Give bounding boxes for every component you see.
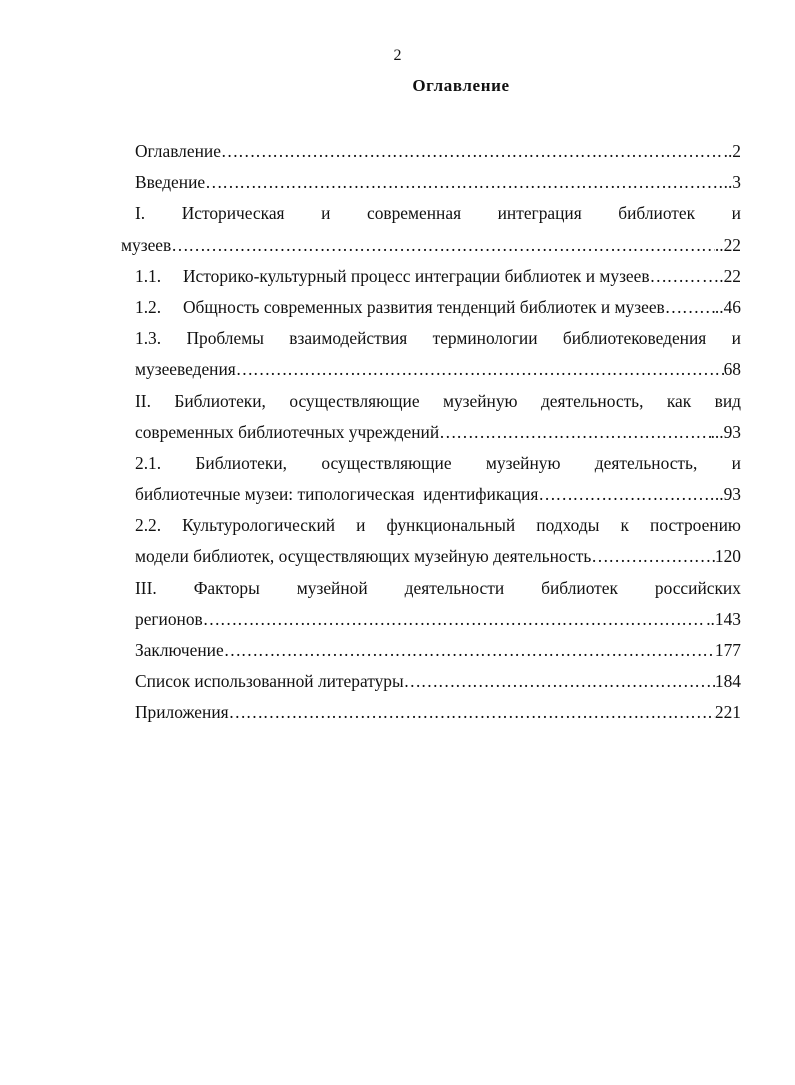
toc-entry-page: 177 [714, 640, 741, 660]
toc-entry-number: II. [135, 390, 151, 411]
toc-entry-section-1-1[interactable] [135, 261, 741, 292]
toc-entry-section-1-3[interactable] [135, 323, 741, 385]
toc-heading: Оглавление [412, 76, 510, 95]
toc-word: к [620, 515, 629, 536]
toc-entry-line [135, 417, 741, 448]
toc-entry-label: 1.2. Общность современных развития тенденций библиотек и музеев [135, 292, 665, 323]
toc-word: музейную [485, 452, 561, 473]
toc-entry-number: 1.3. [135, 328, 162, 349]
toc-word: интеграция [497, 203, 582, 224]
toc-entry-label: Введение [135, 172, 206, 193]
toc-entry-line [135, 354, 741, 385]
dot-leader [650, 261, 702, 292]
table-of-contents [121, 136, 741, 729]
toc-word: и [356, 515, 366, 536]
toc-entry-label: регионов [135, 608, 203, 629]
toc-entry-label: современных библиотечных учреждений [135, 421, 440, 442]
toc-entry-appendices[interactable] [135, 697, 741, 728]
toc-entry-line [135, 448, 741, 479]
toc-entry-chapter-2[interactable] [135, 386, 741, 448]
toc-entry-line [135, 386, 741, 417]
toc-entry-line [135, 198, 741, 229]
toc-entry-line [135, 604, 741, 635]
toc-word: взаимодействия [289, 328, 408, 349]
toc-entry-chapter-3[interactable] [135, 573, 741, 635]
toc-entry-number: I. [135, 203, 146, 224]
toc-word: музейную [442, 390, 518, 411]
dot-leader [205, 167, 723, 198]
toc-word: Проблемы [186, 328, 264, 349]
dot-leader [404, 666, 715, 697]
toc-word: музейной [296, 577, 368, 598]
dot-leader [591, 541, 715, 572]
toc-entry-label: Заключение [135, 640, 224, 660]
toc-entry-literature[interactable] [135, 666, 741, 697]
toc-entry-page: 68 [723, 359, 741, 380]
toc-entry-section-1-2[interactable] [135, 292, 741, 323]
toc-entry-vvedenie[interactable] [135, 167, 741, 198]
toc-word: вид [714, 390, 741, 411]
toc-entry-line [135, 510, 741, 541]
toc-entry-label: Приложения [135, 702, 229, 723]
toc-word: построению [650, 515, 741, 536]
toc-entry-chapter-1[interactable] [121, 198, 741, 260]
toc-entry-oglavlenie[interactable] [135, 136, 741, 167]
toc-entry-label: библиотечные музеи: типологическая идентификация [135, 484, 539, 505]
toc-entry-page: 184 [714, 671, 741, 692]
toc-entry-line [135, 541, 741, 572]
toc-word: библиотек [618, 203, 696, 224]
toc-entry-page: ….22 [701, 265, 741, 286]
toc-word: и [731, 328, 741, 349]
toc-word: осуществляющие [321, 452, 452, 473]
toc-word: российских [654, 577, 741, 598]
toc-word: Библиотеки, [195, 452, 287, 473]
toc-entry-page: ..3 [723, 172, 741, 193]
toc-entry-page: ..2 [723, 141, 741, 161]
toc-entry-label: Оглавление [135, 141, 221, 161]
toc-entry-line [135, 573, 741, 604]
toc-entry-number: 1.1. [135, 265, 162, 286]
toc-entry-number: III. [135, 577, 157, 598]
toc-word: Культурологический [182, 515, 336, 536]
dot-leader [224, 635, 715, 666]
toc-entry-page: 120 [714, 546, 741, 567]
toc-entry-line [121, 230, 741, 261]
toc-word: Библиотеки, [174, 390, 266, 411]
toc-entry-page: ..93 [714, 484, 741, 505]
toc-word: терминологии [432, 328, 538, 349]
toc-entry-number: 2.1. [135, 452, 162, 473]
toc-entry-page: 221 [714, 702, 741, 723]
toc-word: Историческая [181, 203, 285, 224]
toc-word: деятельности [404, 577, 505, 598]
dot-leader [665, 292, 715, 323]
toc-word: осуществляющие [289, 390, 420, 411]
toc-entry-label: Список использованной литературы [135, 671, 404, 692]
toc-entry-number: 2.2. [135, 515, 162, 536]
toc-word: современная [366, 203, 462, 224]
toc-word: деятельность, [594, 452, 698, 473]
toc-word: как [666, 390, 692, 411]
dot-leader [221, 136, 724, 167]
toc-entry-section-2-1[interactable] [135, 448, 741, 510]
toc-entry-number: 1.2. [135, 296, 162, 317]
dot-leader [229, 697, 715, 728]
dot-leader [538, 479, 715, 510]
toc-word: подходы [536, 515, 600, 536]
toc-entry-page: ...93 [710, 421, 741, 442]
toc-word: и [731, 203, 741, 224]
toc-word: функциональный [386, 515, 516, 536]
toc-entry-line [135, 323, 741, 354]
dot-leader [236, 354, 724, 385]
toc-entry-page: ..46 [714, 296, 741, 317]
toc-entry-zaklyuchenie[interactable] [135, 635, 741, 666]
toc-word: и [321, 203, 331, 224]
toc-entry-page: ..22 [714, 234, 741, 255]
toc-entry-label: модели библиотек, осуществляющих музейную деятельность [135, 546, 592, 567]
toc-entry-label: музеев [121, 234, 172, 255]
toc-word: библиотек [541, 577, 618, 598]
toc-word: и [731, 452, 741, 473]
dot-leader [439, 417, 710, 448]
toc-entry-page: ..143 [706, 608, 741, 629]
toc-entry-label: 1.1. Историко-культурный процесс интеграции библиотек и музеев [135, 261, 650, 292]
toc-word: Факторы [193, 577, 260, 598]
toc-entry-section-2-2[interactable] [135, 510, 741, 572]
toc-word: деятельность, [540, 390, 644, 411]
toc-word: библиотековедения [562, 328, 707, 349]
dot-leader [171, 230, 715, 261]
toc-entry-label: музееведения [135, 359, 236, 380]
dot-leader [203, 604, 706, 635]
page-number: 2 [393, 47, 402, 64]
toc-entry-line [135, 479, 741, 510]
